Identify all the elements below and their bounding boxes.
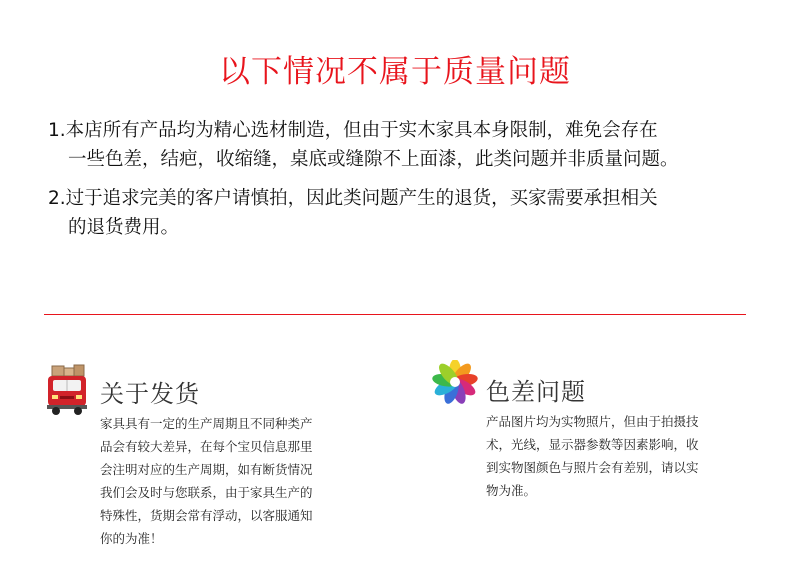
notice-2-line-1: 2.过于追求完美的客户请慎拍，因此类问题产生的退货，买家需要承担相关	[48, 188, 658, 209]
shipping-line: 品会有较大差异，在每个宝贝信息那里	[100, 439, 313, 454]
notice-1-line-1: 1.本店所有产品均为精心选材制造，但由于实木家具本身限制，难免会存在	[48, 120, 658, 141]
color-difference-header	[430, 360, 760, 410]
truck-icon	[44, 364, 90, 416]
shipping-line: 特殊性，货期会常有浮动，以客服通知	[100, 508, 313, 523]
shipping-line: 会注明对应的生产周期，如有断货情况	[100, 462, 313, 477]
notice-item-1	[48, 116, 768, 174]
shipping-line: 家具具有一定的生产周期且不同种类产	[100, 416, 313, 431]
notice-item-2	[48, 184, 768, 242]
page-title: 以下情况不属于质量问题	[219, 54, 571, 90]
color-difference-text	[486, 410, 756, 502]
notice-list	[48, 116, 768, 252]
color-difference-title: 色差问题	[486, 378, 586, 406]
color-difference-line: 术，光线，显示器参数等因素影响，收	[486, 437, 699, 452]
notice-1-line-2: 一些色差，结疤，收缩缝，桌底或缝隙不上面漆，此类问题并非质量问题。	[68, 149, 679, 170]
color-difference-line: 产品图片均为实物照片，但由于拍摄技	[486, 414, 699, 429]
shipping-text	[100, 412, 370, 550]
shipping-section	[44, 362, 374, 546]
shipping-line: 你的为准！	[100, 531, 163, 546]
color-difference-section	[430, 360, 760, 498]
notice-2-line-2: 的退货费用。	[68, 217, 180, 238]
color-difference-line: 到实物图颜色与照片会有差别，请以实	[486, 460, 699, 475]
color-difference-line: 物为准。	[486, 483, 537, 498]
shipping-line: 我们会及时与您联系，由于家具生产的	[100, 485, 313, 500]
shipping-header	[44, 362, 374, 412]
color-palette-icon	[430, 360, 480, 404]
section-divider	[44, 314, 746, 315]
shipping-title: 关于发货	[100, 380, 200, 408]
